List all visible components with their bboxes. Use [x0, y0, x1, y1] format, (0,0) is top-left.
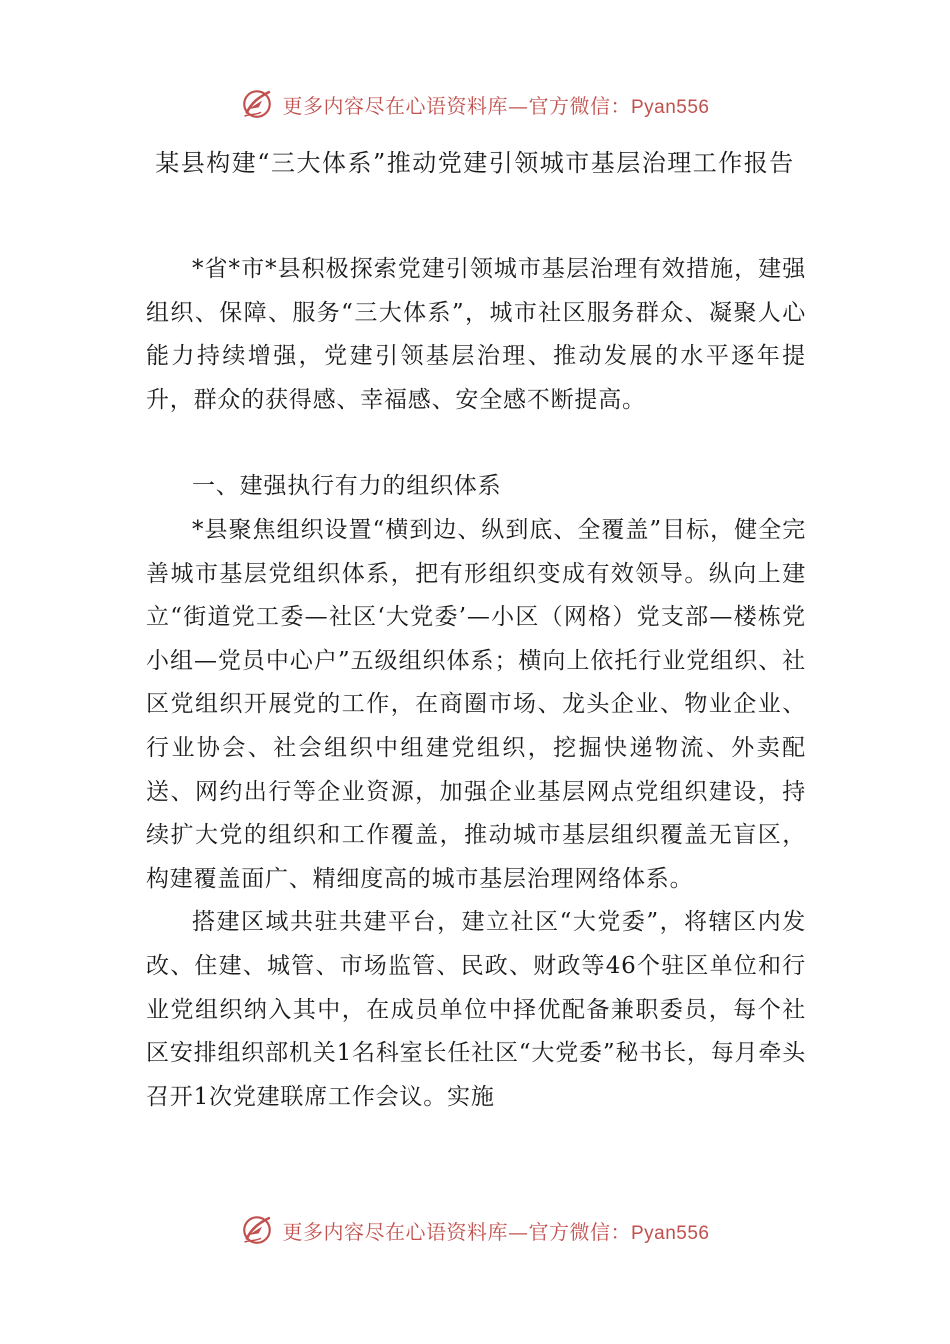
- banner-handle: Pyan556: [630, 1222, 710, 1244]
- banner-text: [282, 90, 709, 119]
- banner-message: 更多内容尽在心语资料库—官方微信：: [282, 93, 631, 118]
- section-1-paragraph-2: 搭建区域共驻共建平台，建立社区“大党委”，将辖区内发改、住建、城管、市场监管、民政、财政等46个驻区单位和行业党组织纳入其中，在成员单位中择优配备兼职委员，每个社区安排组织部机关1名科室长任社区“大党委”秘书长，每月牵头召开1次党建联席工作会议。实施: [146, 909, 806, 1110]
- banner-text: [282, 1216, 709, 1245]
- document-title: 某县构建“三大体系”推动党建引领城市基层治理工作报告: [155, 149, 795, 177]
- intro-paragraph: *省*市*县积极探索党建引领城市基层治理有效措施，建强组织、保障、服务“三大体系”，城市社区服务群众、凝聚人心能力持续增强，党建引领基层治理、推动发展的水平逐年提升，群众的获得感、幸福感、安全感不断提高。: [146, 256, 806, 413]
- document-body: [146, 248, 806, 1119]
- paragraph-spacer: [146, 422, 806, 465]
- footer-banner: [0, 1210, 950, 1250]
- section-heading-1: 一、建强执行有力的组织体系: [192, 473, 502, 500]
- pen-swirl-logo-icon: [240, 87, 274, 121]
- banner-handle: Pyan556: [630, 96, 710, 118]
- section-1-paragraph-1: *县聚焦组织设置“横到边、纵到底、全覆盖”目标，健全完善城市基层党组织体系，把有形组织变成有效领导。纵向上建立“街道党工委—社区‘大党委’—小区（网格）党支部—楼栋党小组—党员中心户”五级组织体系；横向上依托行业党组织、社区党组织开展党的工作，在商圈市场、龙头企业、物业企业、行业协会、社会组织中组建党组织，挖掘快递物流、外卖配送、网约出行等企业资源，加强企业基层网点党组织建设，持续扩大党的组织和工作覆盖，推动城市基层组织覆盖无盲区，构建覆盖面广、精细度高的城市基层治理网络体系。: [146, 516, 806, 892]
- pen-swirl-logo-icon: [240, 1213, 274, 1247]
- banner-message: 更多内容尽在心语资料库—官方微信：: [282, 1219, 631, 1244]
- header-banner: [0, 84, 950, 124]
